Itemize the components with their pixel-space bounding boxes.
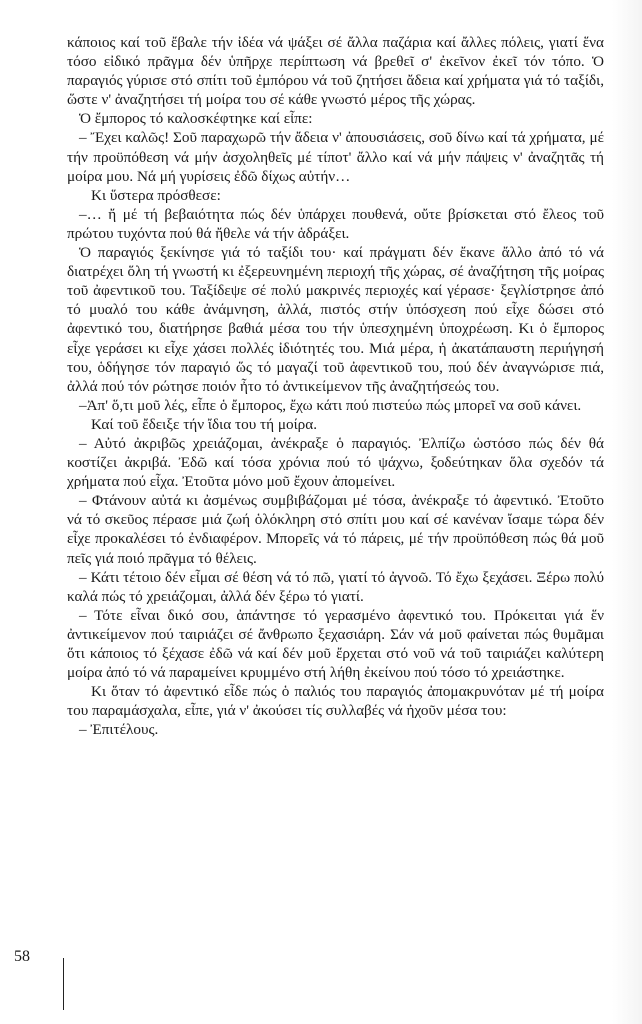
paragraph: Ὁ ἔμπορος τό καλοσκέφτηκε καί εἶπε: — [79, 110, 313, 128]
dialogue-paragraph: – Ἐπιτέλους. — [79, 721, 159, 739]
paragraph: Κι ὅταν τό ἀφεντικό εἶδε πώς ὁ παλιός του παραγιός ἀπομακρυνόταν μέ τή μοίρα του παραμάσχαλα, εἶπε, γιά ν' ἀκούσει τίς συλλαβές νά ἠχοῦν μέσα του: — [67, 683, 604, 720]
page-number: 58 — [14, 948, 30, 965]
dialogue-paragraph: – Κάτι τέτοιο δέν εἶμαι σέ θέση νά τό πῶ, γιατί τό ἀγνοῶ. Τό ἔχω ξεχάσει. Ξέρω πολύ καλά πώς τό χρειάζομαι, ἀλλά δέν ξέρω τό γιατί. — [67, 568, 604, 605]
dialogue-paragraph: – Φτάνουν αὐτά κι ἀσμένως συμβιβάζομαι μέ τόσα, ἀνέκραξε τό ἀφεντικό. Ἐτοῦτο νά τό σκεῦος πέρασε μιά ζωή ὁλόκληρη στό σπίτι μου καί σέ κανέναν ἴσαμε τώρα δέν εἶχε προκαλέσει τό ἐνδιαφέρον. Μπορεῖς νά τό πάρεις, μέ τήν προϋπόθεση πώς θά μοῦ πεῖς γιά ποιό πρᾶγμα τό θέλεις. — [67, 492, 604, 567]
paragraph-continuation: κάποιος καί τοῦ ἔβαλε τήν ἰδέα νά ψάξει σέ ἄλλα παζάρια καί ἄλλες πόλεις, γιατί ἕνα τόσο εἰδικό πρᾶγμα δέν ὑπῆρχε περίπτωση νά βρεθεῖ σ' ἐκεῖνον ἐκεῖ τόν τόπο. Ὁ παραγιός γύρισε στό σπίτι τοῦ ἐμπόρου νά τοῦ ζητήσει ἄδεια καί χρήματα γιά τό ταξίδι, ὥστε ν' ἀναζητήσει τή μοίρα του σέ κάθε γνωστό μέρος τῆς χώρας. — [67, 34, 604, 109]
dialogue-paragraph: – Αὐτό ἀκριβῶς χρειάζομαι, ἀνέκραξε ὁ παραγιός. Ἐλπίζω ὡστόσο πώς δέν θά κοστίζει ἀκριβά. Ἐδῶ καί τόσα χρόνια πού τό ψάχνω, ξοδεύτηκαν ὅλα σχεδόν τά χρήματα πού εἶχα. Ἐτοῦτα μόνο μοῦ ἔχουν ἀπομείνει. — [67, 434, 604, 491]
dialogue-paragraph: –… ἤ μέ τή βεβαιότητα πώς δέν ὑπάρχει πουθενά, οὔτε βρίσκεται στό ἔλεος τοῦ πρώτου τυχόντα πού θά ἤθελε νά τήν ἁδράξει. — [67, 205, 604, 242]
dialogue-paragraph: – Τότε εἶναι δικό σου, ἀπάντησε τό γερασμένο ἀφεντικό του. Πρόκειται γιά ἕν ἀντικείμενον πού ταιριάζει σέ ἄνθρωπο ξεχασιάρη. Σάν νά μοῦ φαίνεται πώς θυμᾶμαι ὅτι κάποιος τό ξέχασε ἐδῶ νά καί δέν μοῦ ἔρχεται στό νοῦ νά τοῦ ταιριάζει καλύτερη μοίρα ἀπό τό νά παραμείνει κρυμμένο στή λήθη ἐκείνου πού τόσο τό χρειάστηκε. — [67, 606, 604, 682]
dialogue-paragraph: – Ἔχει καλῶς! Σοῦ παραχωρῶ τήν ἄδεια ν' ἀπουσιάσεις, σοῦ δίνω καί τά χρήματα, μέ τήν προϋπόθεση νά μήν ἀσχοληθεῖς μέ τίποτ' ἄλλο καί νά μήν πάψεις ν' ἀναζητᾶς τή μοίρα μου. Νά μή γυρίσεις ἐδῶ δίχως αὐτήν… — [67, 129, 604, 185]
page-edge-shadow — [612, 0, 642, 1024]
body-text — [67, 33, 604, 739]
dialogue-paragraph: –Ἀπ' ὅ,τι μοῦ λές, εἶπε ὁ ἔμπορος, ἔχω κάτι πού πιστεύω πώς μπορεῖ να σοῦ κάνει. — [79, 396, 582, 414]
paragraph: Κι ὕστερα πρόσθεσε: — [91, 186, 221, 204]
margin-rule — [63, 958, 64, 1010]
paragraph: Ὁ παραγιός ξεκίνησε γιά τό ταξίδι του· καί πράγματι δέν ἔκανε ἄλλο ἀπό τό νά διατρέχει ὅλη τή γνωστή κι ἐξερευνημένη περιοχή τῆς χώρας, σέ ἀναζήτηση τῆς μοίρας τοῦ ἀφεντικοῦ του. Ταξίδεψε σέ πολύ μακρινές περιοχές καί γέρασε· ξεγλίστρησε ἀπό τό μυαλό του κάθε ἀνάμνηση, ἀλλά, πιστός στήν ὑπόσχεση πού εἶχε δώσει στό ἀφεντικό του, διατήρησε βαθιά μέσα του τήν ὑπεσχημένη ὑποχρέωση. Κι ὁ ἔμπορος εἶχε γεράσει κι εἶχε χάσει πολλές ἰδιότητές του. Μιά μέρα, ἡ ἀκατάπαυστη περιήγησή του, ὁδήγησε τόν παραγιό ὥς τό μαγαζί τοῦ ἀφεντικοῦ του, πού δέν ἀναγνώρισε πιά, ἀλλά πού τόν ρώτησε ποιόν ἦτο τό ἀντικείμενον τῆς ἀναζητήσεώς του. — [67, 244, 604, 395]
paragraph: Καί τοῦ ἔδειξε τήν ἴδια του τή μοίρα. — [91, 415, 318, 433]
